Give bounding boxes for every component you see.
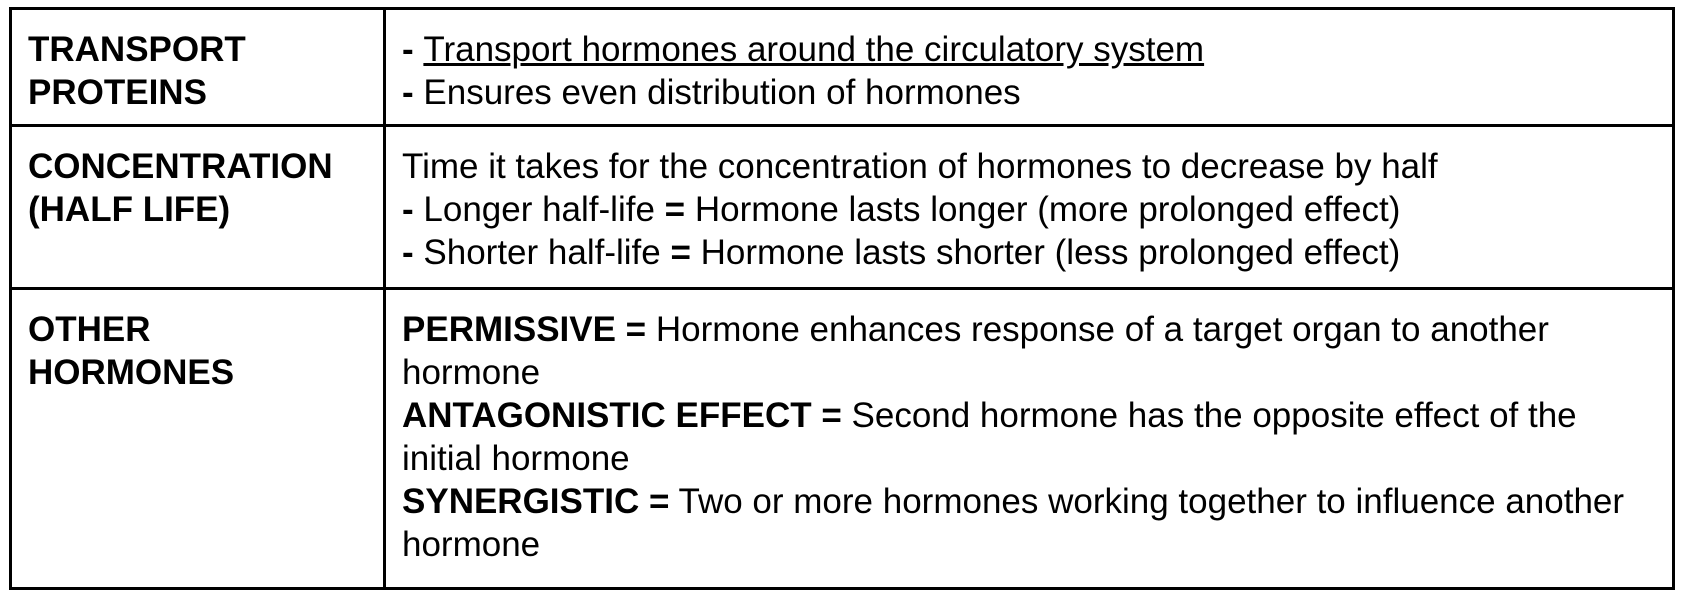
row-label	[11, 289, 385, 589]
content-text: Hormone lasts shorter (less prolonged effect)	[690, 233, 1401, 272]
label-line: OTHER	[28, 310, 151, 349]
label-line: PROTEINS	[28, 73, 207, 112]
term: ANTAGONISTIC EFFECT =	[402, 396, 842, 435]
table-row	[11, 9, 1674, 126]
definition-text: Second hormone has the opposite effect of the initial hormone	[402, 396, 1577, 478]
content-text: Shorter half-life	[423, 233, 671, 272]
content-line	[402, 188, 1658, 231]
table-row	[11, 126, 1674, 289]
bullet-dash: -	[402, 73, 424, 112]
row-content	[385, 9, 1674, 126]
content-line	[402, 231, 1658, 274]
content-line	[402, 28, 1658, 71]
term: PERMISSIVE =	[402, 310, 647, 349]
content-text: Ensures even distribution of hormones	[423, 73, 1021, 112]
content-line: Time it takes for the concentration of hormones to decrease by half	[402, 147, 1438, 186]
underlined-text: Transport hormones around the circulatory system	[423, 30, 1205, 69]
content-text: Hormone lasts longer (more prolonged effect)	[685, 190, 1401, 229]
table-row	[11, 289, 1674, 589]
row-label	[11, 126, 385, 289]
row-content	[385, 289, 1674, 589]
bullet-dash: -	[402, 30, 424, 69]
label-line: CONCENTRATION	[28, 147, 333, 186]
equals-sign: =	[670, 233, 691, 272]
bullet-dash: -	[402, 233, 424, 272]
row-content	[385, 126, 1674, 289]
row-label	[11, 9, 385, 126]
label-line: HORMONES	[28, 353, 235, 392]
bullet-dash: -	[402, 190, 424, 229]
notes-table	[9, 7, 1675, 590]
content-line	[402, 394, 1658, 480]
content-line	[402, 480, 1658, 566]
term: SYNERGISTIC =	[402, 482, 670, 521]
label-line: (HALF LIFE)	[28, 190, 231, 229]
equals-sign: =	[664, 190, 686, 229]
content-text: Longer half-life	[423, 190, 665, 229]
content-line	[402, 308, 1658, 394]
definition-text: Hormone enhances response of a target organ to another hormone	[402, 310, 1549, 392]
definition-text: Two or more hormones working together to influence another hormone	[402, 482, 1625, 564]
label-line: TRANSPORT	[28, 30, 246, 69]
content-line	[402, 71, 1658, 114]
